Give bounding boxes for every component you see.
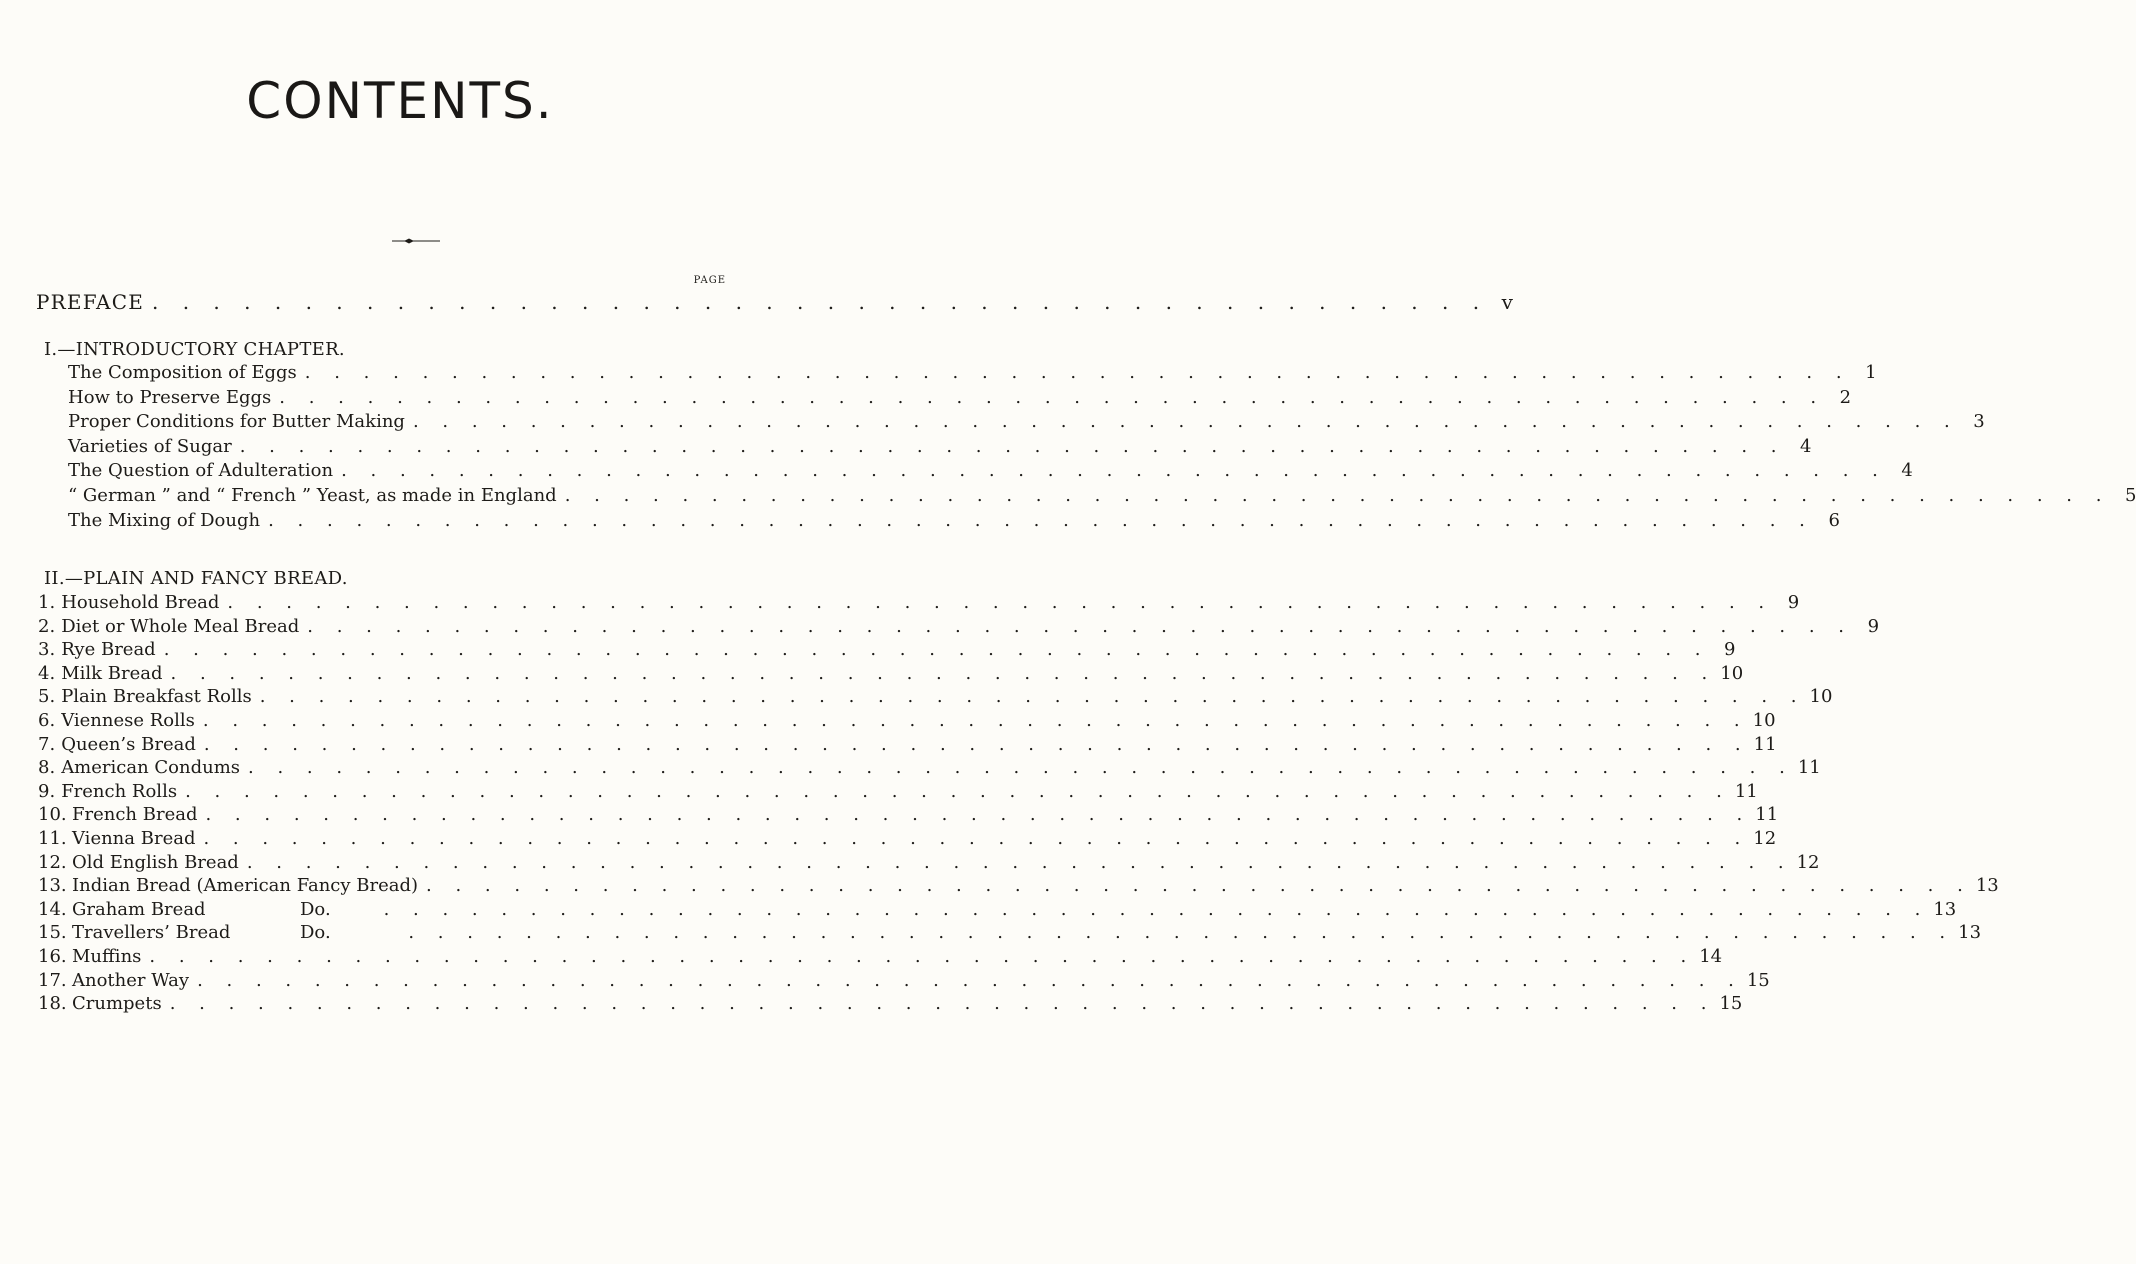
toc-entry-number: 10. bbox=[38, 804, 67, 826]
toc-entry-number: 9. bbox=[38, 780, 56, 802]
dot-leader: . . . . . . . . . . . . . . . . . . . . . . . . . . . . . . . . . . . . . . . . . . . . . . . . . . . . . bbox=[205, 804, 1752, 826]
toc-entry-row bbox=[38, 875, 1999, 899]
dot-leader: . . . . . . . . . . . . . . . . . . . . . . . . . . . . . . . . . . . . . . . . . . . . . . . . . . . . . bbox=[163, 639, 1710, 661]
toc-entry-label: Rye Bread bbox=[61, 639, 156, 661]
toc-entry-label: Travellers’ Bread bbox=[72, 922, 231, 944]
ornament-divider bbox=[392, 238, 440, 244]
toc-entry-row bbox=[68, 411, 1985, 435]
toc-entry-number: 4. bbox=[38, 662, 56, 684]
toc-entry-number: 15. bbox=[38, 922, 67, 944]
toc-entry-row bbox=[38, 946, 1723, 970]
toc-entry-row bbox=[38, 592, 1800, 616]
dot-leader: . . . . . . . . . . . . . . . . . . . . . . . . . . . . . . . . . . . . . . . . . . . . bbox=[152, 290, 1489, 314]
toc-entry-label: The Question of Adulteration bbox=[68, 460, 334, 482]
dot-leader: . . . . . . . . . . . . . . . . . . . . . . . . . . . . . . . . . . . . . . . . . . . . . . . . . . . . . bbox=[307, 615, 1854, 637]
toc-entry-label: Graham Bread bbox=[72, 898, 206, 920]
toc-entry-number: 6. bbox=[38, 710, 56, 731]
toc-entry-page: 4 bbox=[1800, 435, 1812, 457]
toc-entry-label: Old English Bread bbox=[72, 851, 239, 873]
toc-entry-page: 14 bbox=[1699, 946, 1723, 967]
dot-leader: . . . . . . . . . . . . . . . . . . . . . . . . . . . . . . . . . . . . . . . . . . . . . . . . . . . . . bbox=[197, 969, 1743, 991]
toc-entry-number: 17. bbox=[38, 969, 67, 991]
dot-leader: . . . . . . . . . . . . . . . . . . . . . . . . . . . . . . . . . . . . . . . . . . . . . . . . . . . . . bbox=[227, 592, 1774, 613]
toc-entry-page: 3 bbox=[1973, 411, 1985, 433]
dot-leader: . . . . . . . . . . . . . . . . . . . . . . . . . . . . . . . . . . . . . . . . . . . . . . . . . . . . . bbox=[268, 509, 1814, 531]
toc-entry-label: French Rolls bbox=[61, 780, 178, 802]
dot-leader: . . . . . . . . . . . . . . . . . . . . . . . . . . . . . . . . . . . . . . . . . . . . . . . . . . . . . bbox=[341, 460, 1887, 482]
toc-entry-label: Viennese Rolls bbox=[61, 710, 195, 731]
toc-entry-page: 1 bbox=[1865, 362, 1877, 383]
toc-entry-label: American Condums bbox=[61, 757, 241, 779]
toc-preface-row bbox=[36, 290, 1515, 314]
toc-entry-page: 5 bbox=[2125, 485, 2136, 506]
dot-leader: . . . . . . . . . . . . . . . . . . . . . . . . . . . . . . . . . . . . . . . . . . . . . . . . . . . . . bbox=[304, 362, 1851, 383]
page-column-header: PAGE bbox=[693, 275, 726, 286]
toc-entry-number: 1. bbox=[38, 592, 56, 613]
dot-leader: . . . . . . . . . . . . . . . . . . . . . . . . . . . . . . . . . . . . . . . . . . . . . . . . . . . . . bbox=[185, 780, 1731, 802]
toc-entry-label: The Composition of Eggs bbox=[68, 362, 297, 383]
toc-entry-number: 16. bbox=[38, 946, 67, 967]
toc-entry-row bbox=[38, 733, 1777, 758]
dot-leader: . . . . . . . . . . . . . . . . . . . . . . . . . . . . . . . . . . . . . . . . . . . . . . . . . . . . . bbox=[412, 411, 1959, 433]
toc-entry-row bbox=[38, 639, 1736, 663]
dot-leader: . . . . . . . . . . . . . . . . . . . . . . . . . . . . . . . . . . . . . . . . . . . . . . . . . . . . . bbox=[203, 733, 1750, 755]
dot-leader: . . . . . . . . . . . . . . . . . . . . . . . . . . . . . . . . . . . . . . . . . . . . . . . . . . . . . bbox=[170, 662, 1717, 684]
toc-entry-page: 2 bbox=[1839, 386, 1852, 408]
toc-entry-page: 13 bbox=[1933, 898, 1957, 920]
toc-entry-row bbox=[68, 460, 1913, 484]
toc-entry-page: 9 bbox=[1867, 615, 1880, 637]
dot-leader: . . . . . . . . . . . . . . . . . . . . . . . . . . . . . . . . . . . . . . . . . . . . . . . . . . . . . bbox=[564, 485, 2111, 506]
toc-entry-row bbox=[38, 993, 1743, 1017]
toc-entry-label: Another Way bbox=[72, 969, 190, 991]
toc-entry-page: 12 bbox=[1753, 828, 1777, 849]
toc-entry-page: 12 bbox=[1796, 851, 1820, 873]
ditto-mark: Do. bbox=[300, 922, 331, 944]
toc-entry-page: 4 bbox=[1901, 460, 1913, 482]
toc-entry-page: 13 bbox=[1958, 922, 1982, 944]
dot-leader: . . . . . . . . . . . . . . . . . . . . . . . . . . . . . . . . . . . . . . . . . . . . . . . . . . . . . bbox=[246, 851, 1793, 873]
dot-leader: . . . . . . . . . . . . . . . . . . . . . . . . . . . . . . . . . . . . . . . . . . . . . . . . . . . . . bbox=[426, 875, 1972, 897]
toc-entry-page: 11 bbox=[1734, 780, 1758, 802]
toc-entry-page: 15 bbox=[1719, 993, 1743, 1015]
toc-entry-row bbox=[38, 851, 1820, 876]
toc-entry-number: 5. bbox=[38, 686, 56, 708]
toc-entry-row bbox=[38, 804, 1779, 828]
dot-leader: . . . . . . . . . . . . . . . . . . . . . . . . . . . . . . . . . . . . . . . . . . . . . . . . . . . . . bbox=[149, 946, 1696, 967]
toc-entry-label: Household Bread bbox=[61, 592, 220, 613]
toc-entry-row bbox=[38, 780, 1758, 805]
toc-entry-row bbox=[68, 485, 2136, 509]
toc-entry-row bbox=[38, 662, 1744, 687]
toc-entry-page: 9 bbox=[1724, 639, 1736, 661]
dot-leader: . . . . . . . . . . . . . . . . . . . . . . . . . . . . . . . . . . . . . . . . . . . . . . . . . . . . . bbox=[203, 828, 1750, 849]
toc-entry-page: 10 bbox=[1752, 710, 1776, 731]
dot-leader: . . . . . . . . . . . . . . . . . . . . . . . . . . . . . . . . . . . . . . . . . . . . . . . . . . . . . bbox=[279, 386, 1826, 408]
toc-entry-label: Muffins bbox=[72, 946, 142, 967]
toc-entry-page: 10 bbox=[1809, 686, 1833, 708]
toc-entry-label: “ German ” and “ French ” Yeast, as made in England bbox=[68, 485, 557, 506]
toc-entry-row bbox=[38, 922, 1982, 946]
section-heading: II.—PLAIN AND FANCY BREAD. bbox=[44, 568, 348, 589]
toc-entry-row bbox=[68, 509, 1840, 534]
toc-entry-row bbox=[68, 386, 1852, 411]
toc-entry-page: 15 bbox=[1746, 969, 1770, 991]
toc-entry-label: French Bread bbox=[72, 804, 198, 826]
toc-entry-row bbox=[38, 757, 1821, 781]
toc-entry-label: PREFACE bbox=[36, 290, 144, 314]
dot-leader: . . . . . . . . . . . . . . . . . . . . . . . . . . . . . . . . . . . . . . . . . . . . . . . . . . . . . bbox=[383, 898, 1930, 920]
toc-entry-number: 18. bbox=[38, 993, 67, 1015]
toc-entry-number: 3. bbox=[38, 639, 56, 661]
toc-entry-page: 11 bbox=[1797, 757, 1821, 779]
toc-entry-page: 13 bbox=[1975, 875, 1999, 897]
toc-entry-row bbox=[38, 828, 1777, 852]
toc-entry-page: 11 bbox=[1753, 733, 1777, 755]
toc-entry-number: 2. bbox=[38, 615, 56, 637]
toc-entry-page: 6 bbox=[1828, 509, 1840, 531]
toc-entry-row bbox=[38, 898, 1957, 923]
toc-entry-label: Vienna Bread bbox=[72, 828, 196, 849]
toc-entry-row bbox=[38, 686, 1833, 710]
toc-entry-number: 11. bbox=[38, 828, 67, 849]
toc-entry-label: Crumpets bbox=[72, 993, 162, 1015]
toc-entry-page: v bbox=[1501, 290, 1515, 314]
ditto-mark: Do. bbox=[300, 898, 331, 920]
dot-leader: . . . . . . . . . . . . . . . . . . . . . . . . . . . . . . . . . . . . . . . . . . . . . . . . . . . . . bbox=[259, 686, 1806, 708]
toc-entry-page: 10 bbox=[1720, 662, 1744, 684]
dot-leader: . . . . . . . . . . . . . . . . . . . . . . . . . . . . . . . . . . . . . . . . . . . . . . . . . . . . . bbox=[248, 757, 1794, 779]
toc-entry-row bbox=[68, 435, 1812, 460]
dot-leader: . . . . . . . . . . . . . . . . . . . . . . . . . . . . . . . . . . . . . . . . . . . . . . . . . . . . . bbox=[169, 993, 1716, 1015]
toc-entry-label: How to Preserve Eggs bbox=[68, 386, 272, 408]
toc-entry-label: The Mixing of Dough bbox=[68, 509, 261, 531]
toc-entry-number: 8. bbox=[38, 757, 56, 779]
dot-leader: . . . . . . . . . . . . . . . . . . . . . . . . . . . . . . . . . . . . . . . . . . . . . . . . . . . . . bbox=[239, 435, 1786, 457]
toc-entry-page: 11 bbox=[1755, 804, 1779, 826]
toc-entry-row bbox=[38, 615, 1880, 640]
toc-entry-number: 12. bbox=[38, 851, 67, 873]
toc-entry-page: 9 bbox=[1787, 592, 1800, 613]
toc-entry-row bbox=[38, 710, 1776, 734]
section-heading: I.—INTRODUCTORY CHAPTER. bbox=[44, 339, 345, 360]
toc-entry-label: Varieties of Sugar bbox=[68, 435, 232, 457]
toc-entry-label: Indian Bread (American Fancy Bread) bbox=[72, 875, 419, 897]
toc-entry-number: 13. bbox=[38, 875, 67, 897]
toc-entry-number: 14. bbox=[38, 898, 67, 920]
toc-entry-label: Milk Bread bbox=[61, 662, 163, 684]
toc-entry-label: Proper Conditions for Butter Making bbox=[68, 411, 405, 433]
toc-entry-row bbox=[68, 362, 1877, 386]
dot-leader: . . . . . . . . . . . . . . . . . . . . . . . . . . . . . . . . . . . . . . . . . . . . . . . . . . . . . bbox=[408, 922, 1955, 944]
toc-entry-label: Queen’s Bread bbox=[61, 733, 196, 755]
toc-entry-label: Plain Breakfast Rolls bbox=[61, 686, 252, 708]
toc-entry-row bbox=[38, 969, 1770, 994]
page-title: CONTENTS. bbox=[246, 72, 554, 130]
toc-entry-label: Diet or Whole Meal Bread bbox=[61, 615, 300, 637]
dot-leader: . . . . . . . . . . . . . . . . . . . . . . . . . . . . . . . . . . . . . . . . . . . . . . . . . . . . . bbox=[202, 710, 1749, 731]
toc-entry-number: 7. bbox=[38, 733, 56, 755]
